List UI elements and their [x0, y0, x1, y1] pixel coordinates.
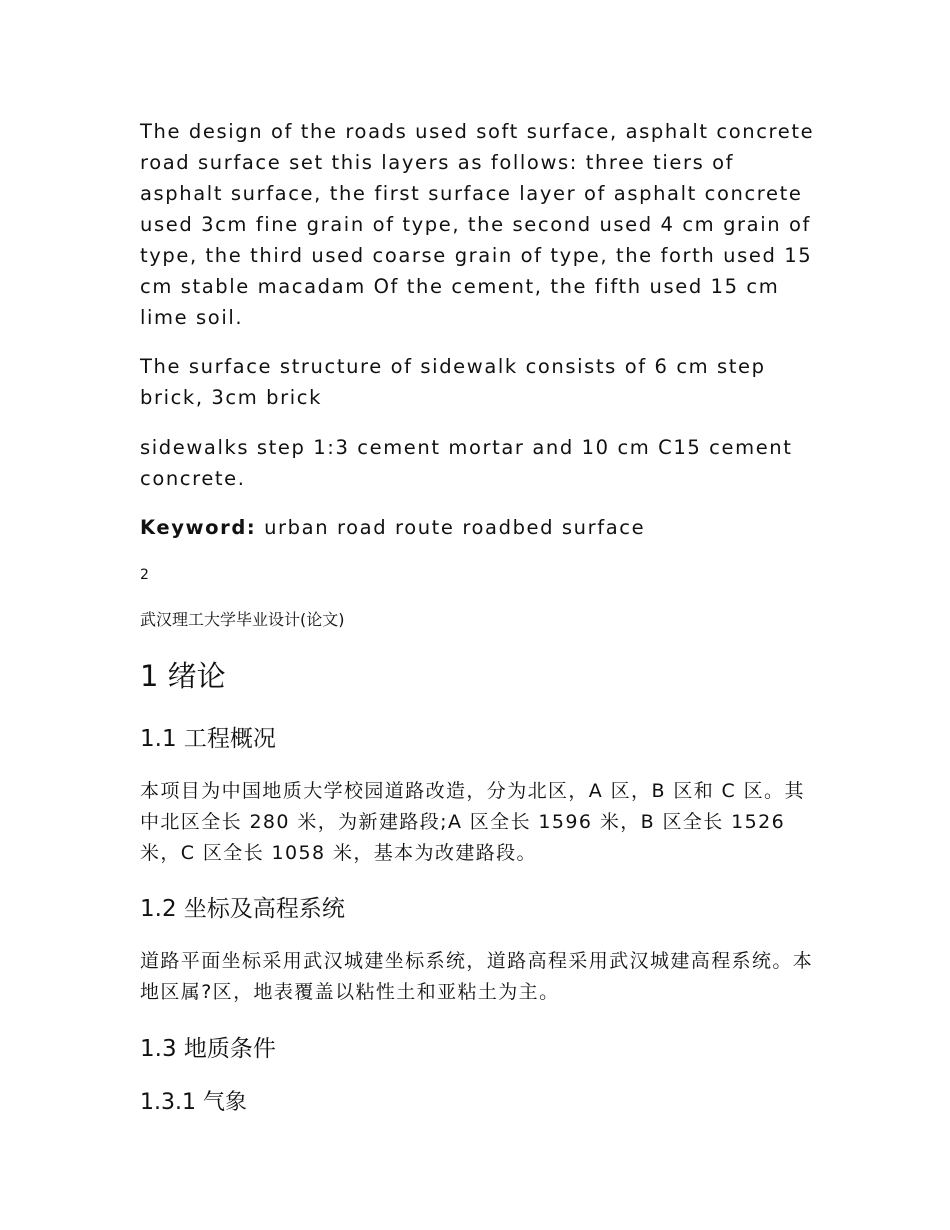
abstract-paragraph-2: The surface structure of sidewalk consists of 6 cm step brick, 3cm brick [140, 355, 766, 409]
section-1-2-title: 1.2 坐标及高程系统 [140, 896, 345, 922]
chapter-title: 1 绪论 [140, 659, 226, 693]
keyword-text: urban road route roadbed surface [256, 516, 646, 539]
section-1-3-title: 1.3 地质条件 [140, 1036, 276, 1062]
text-column [140, 116, 820, 1118]
section-1-1-body: 本项目为中国地质大学校园道路改造，分为北区，A 区，B 区和 C 区。其中北区全长 280 米，为新建路段;A 区全长 1596 米，B 区全长 1526 米，C 区全长 1058 米，基本为改建路段。 [140, 780, 805, 864]
abstract-paragraph-3: sidewalks step 1:3 cement mortar and 10 cm C15 cement concrete. [140, 436, 793, 490]
keyword-line [140, 512, 820, 543]
keyword-label: Keyword: [140, 516, 257, 539]
section-1-2-body: 道路平面坐标采用武汉城建坐标系统，道路高程采用武汉城建高程系统。本地区属?区，地表覆盖以粘性土和亚粘土为主。 [140, 950, 814, 1003]
page-number: 2 [140, 567, 149, 583]
abstract-paragraph-1: The design of the roads used soft surface, asphalt concrete road surface set this layers as follows: three tiers of asphalt surface, the first surface layer of asphalt concrete used 3cm fine grain of type, the second used 4 cm grain of type, the third used coarse grain of type, the forth used 15 cm stable macadam Of the cement, the fifth used 15 cm lime soil. [140, 120, 815, 329]
section-1-1-title: 1.1 工程概况 [140, 726, 276, 752]
running-head: 武汉理工大学毕业设计(论文) [140, 610, 345, 629]
section-1-3-1-title: 1.3.1 气象 [140, 1090, 247, 1115]
